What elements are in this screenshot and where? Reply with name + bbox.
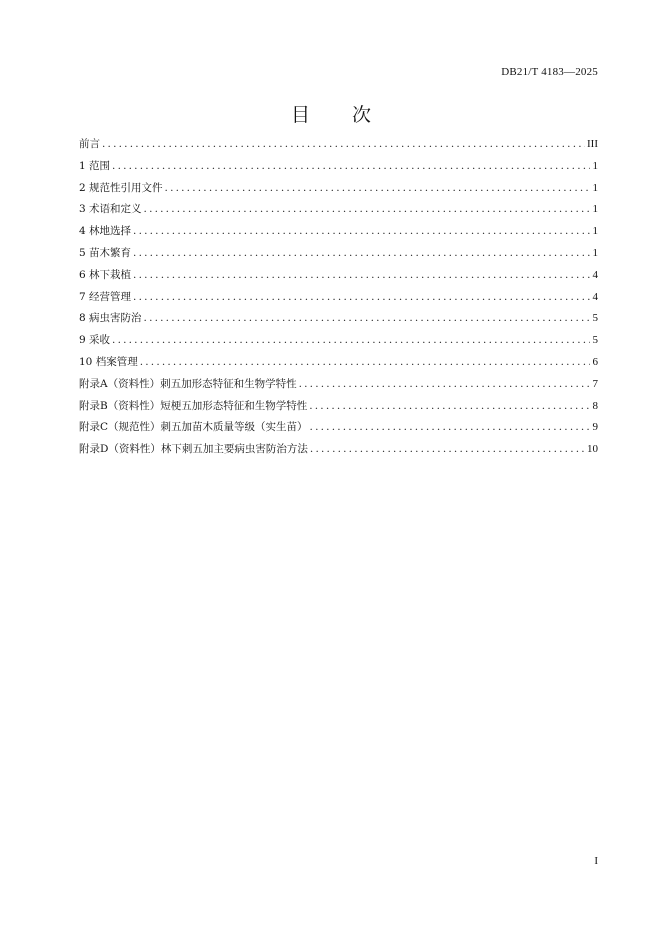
toc-leader-dots — [165, 178, 590, 200]
toc-entry-page: 9 — [592, 421, 598, 434]
toc-entry-title: 10 档案管理 — [79, 355, 138, 368]
toc-entry-appendix-b[interactable] — [79, 396, 598, 418]
toc-entry-page: 10 — [587, 443, 598, 456]
toc-leader-dots — [144, 199, 590, 221]
toc-entry-forest-land-selection[interactable] — [79, 221, 598, 243]
page-title: 目 次 — [290, 104, 390, 126]
toc-leader-dots — [144, 308, 590, 330]
toc-leader-dots — [299, 374, 590, 396]
toc-entry-page: 5 — [592, 312, 598, 325]
toc-entry-understory-planting[interactable] — [79, 265, 598, 287]
toc-entry-title: 2 规范性引用文件 — [79, 181, 163, 194]
toc-leader-dots — [140, 352, 590, 374]
toc-entry-title: 7 经营管理 — [79, 290, 132, 303]
document-code: DB21/T 4183—2025 — [501, 66, 598, 78]
toc-entry-title: 附录B（资料性）短梗五加形态特征和生物学特性 — [79, 399, 308, 412]
toc-entry-foreword[interactable] — [79, 134, 598, 156]
toc-entry-title: 附录C（规范性）刺五加苗木质量等级（实生苗） — [79, 421, 308, 434]
toc-entry-harvesting[interactable] — [79, 330, 598, 352]
toc-leader-dots — [133, 265, 590, 287]
toc-entry-page: 1 — [592, 159, 598, 172]
toc-entry-scope[interactable] — [79, 156, 598, 178]
toc-entry-title: 1 范围 — [79, 159, 111, 172]
toc-entry-title: 9 采收 — [79, 334, 111, 347]
toc-leader-dots — [309, 396, 590, 418]
toc-entry-page: 4 — [592, 290, 598, 303]
toc-entry-title: 附录A（资料性）刺五加形态特征和生物学特性 — [79, 377, 297, 390]
toc-entry-page: III — [587, 138, 598, 150]
toc-entry-title: 6 林下栽植 — [79, 268, 132, 281]
toc-entry-page: 4 — [592, 268, 598, 281]
toc-entry-page: 1 — [592, 181, 598, 194]
toc-entry-title: 4 林地选择 — [79, 225, 132, 238]
toc-entry-title: 8 病虫害防治 — [79, 312, 142, 325]
toc-entry-title: 附录D（资料性）林下刺五加主要病虫害防治方法 — [79, 443, 308, 456]
toc-leader-dots — [133, 221, 590, 243]
toc-entry-title: 5 苗木繁育 — [79, 246, 132, 259]
toc-entry-seedling-breeding[interactable] — [79, 243, 598, 265]
toc-entry-page: 8 — [592, 399, 598, 412]
toc-leader-dots — [112, 156, 590, 178]
toc-entry-appendix-d[interactable] — [79, 439, 598, 461]
toc-entry-title: 前言 — [79, 138, 100, 150]
toc-entry-management[interactable] — [79, 287, 598, 309]
toc-entry-records-management[interactable] — [79, 352, 598, 374]
toc-entry-normative-references[interactable] — [79, 178, 598, 200]
toc-leader-dots — [133, 287, 590, 309]
page-number: I — [594, 855, 598, 867]
table-of-contents — [79, 134, 598, 461]
toc-entry-page: 1 — [592, 203, 598, 216]
toc-entry-page: 1 — [592, 225, 598, 238]
toc-leader-dots — [112, 330, 590, 352]
toc-entry-appendix-c[interactable] — [79, 417, 598, 439]
toc-entry-title: 3 术语和定义 — [79, 203, 142, 216]
toc-entry-page: 6 — [592, 355, 598, 368]
toc-entry-appendix-a[interactable] — [79, 374, 598, 396]
toc-leader-dots — [310, 439, 585, 461]
toc-entry-page: 5 — [592, 334, 598, 347]
toc-entry-terms-definitions[interactable] — [79, 199, 598, 221]
toc-entry-page: 1 — [592, 246, 598, 259]
toc-leader-dots — [310, 417, 590, 439]
toc-entry-page: 7 — [592, 377, 598, 390]
toc-leader-dots — [102, 134, 585, 156]
toc-leader-dots — [133, 243, 590, 265]
toc-entry-pest-control[interactable] — [79, 308, 598, 330]
